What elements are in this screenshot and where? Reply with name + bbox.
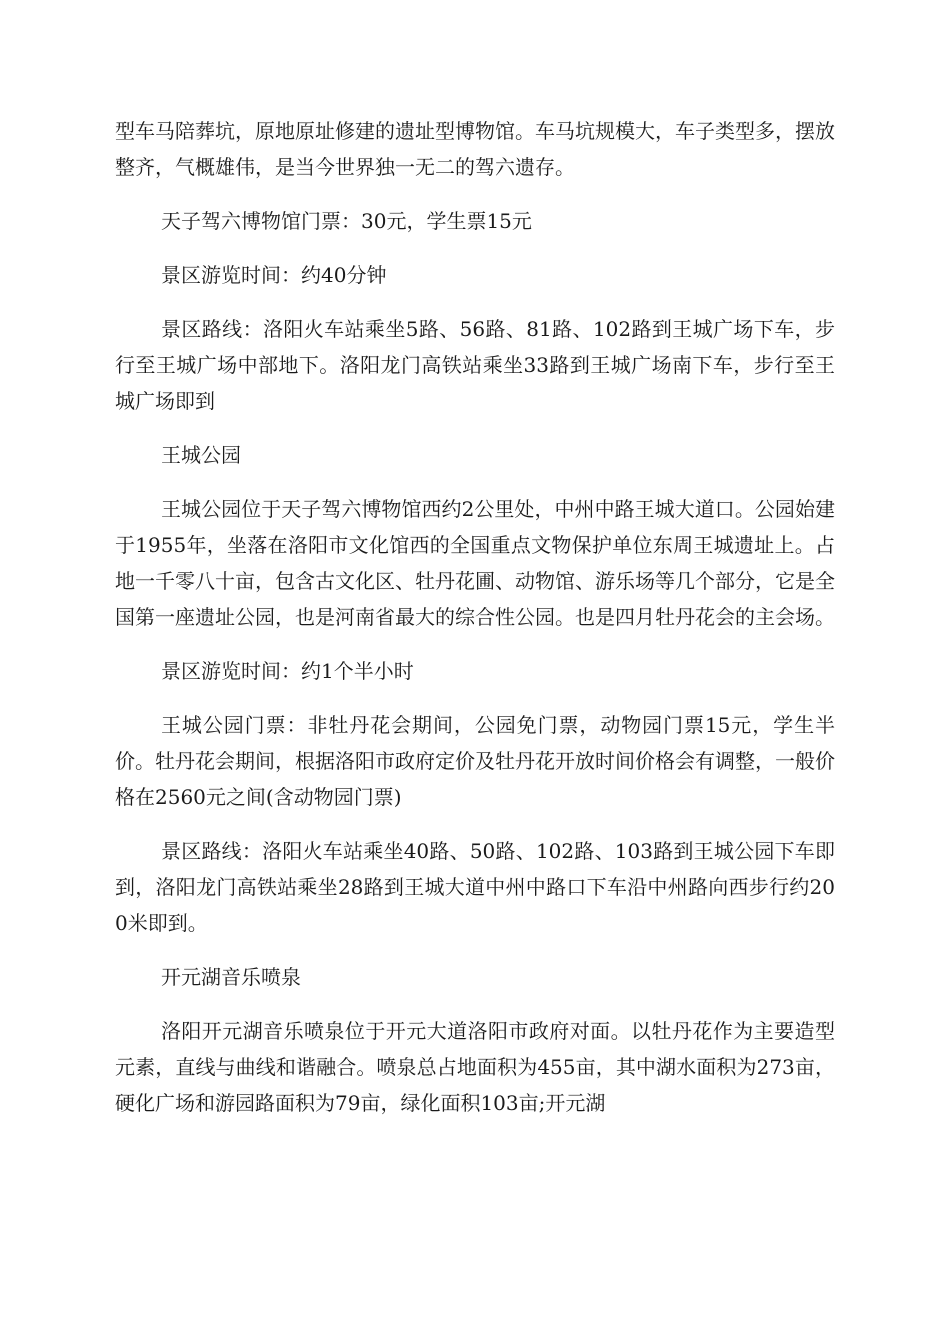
paragraph-museum-ticket: 天子驾六博物馆门票：30元，学生票15元 <box>161 209 532 233</box>
paragraph-museum-visit-time: 景区游览时间：约40分钟 <box>161 263 387 287</box>
heading-kaiyuan-lake-fountain: 开元湖音乐喷泉 <box>161 965 301 989</box>
paragraph-fountain-description: 洛阳开元湖音乐喷泉位于开元大道洛阳市政府对面。以牡丹花作为主要造型元素，直线与曲线和谐融合。喷泉总占地面积为455亩，其中湖水面积为273亩，硬化广场和游园路面积为79亩，绿化面积103亩;开元湖 <box>115 1019 835 1115</box>
paragraph-park-route: 景区路线：洛阳火车站乘坐40路、50路、102路、103路到王城公园下车即到，洛阳龙门高铁站乘坐28路到王城大道中州中路口下车沿中州路向西步行约200米即到。 <box>115 839 835 935</box>
document-body <box>115 113 835 1121</box>
paragraph-museum-route: 景区路线：洛阳火车站乘坐5路、56路、81路、102路到王城广场下车，步行至王城广场中部地下。洛阳龙门高铁站乘坐33路到王城广场南下车，步行至王城广场即到 <box>115 317 835 413</box>
heading-wangcheng-park: 王城公园 <box>161 443 241 467</box>
paragraph-museum-description: 型车马陪葬坑，原地原址修建的遗址型博物馆。车马坑规模大，车子类型多，摆放整齐，气概雄伟，是当今世界独一无二的驾六遗存。 <box>115 119 835 179</box>
paragraph-park-ticket: 王城公园门票：非牡丹花会期间，公园免门票，动物园门票15元，学生半价。牡丹花会期间，根据洛阳市政府定价及牡丹花开放时间价格会有调整，一般价格在2560元之间(含动物园门票) <box>115 713 835 809</box>
paragraph-park-visit-time: 景区游览时间：约1个半小时 <box>161 659 414 683</box>
paragraph-park-description: 王城公园位于天子驾六博物馆西约2公里处，中州中路王城大道口。公园始建于1955年，坐落在洛阳市文化馆西的全国重点文物保护单位东周王城遗址上。占地一千零八十亩，包含古文化区、牡丹花圃、动物馆、游乐场等几个部分，它是全国第一座遗址公园，也是河南省最大的综合性公园。也是四月牡丹花会的主会场。 <box>115 497 835 629</box>
